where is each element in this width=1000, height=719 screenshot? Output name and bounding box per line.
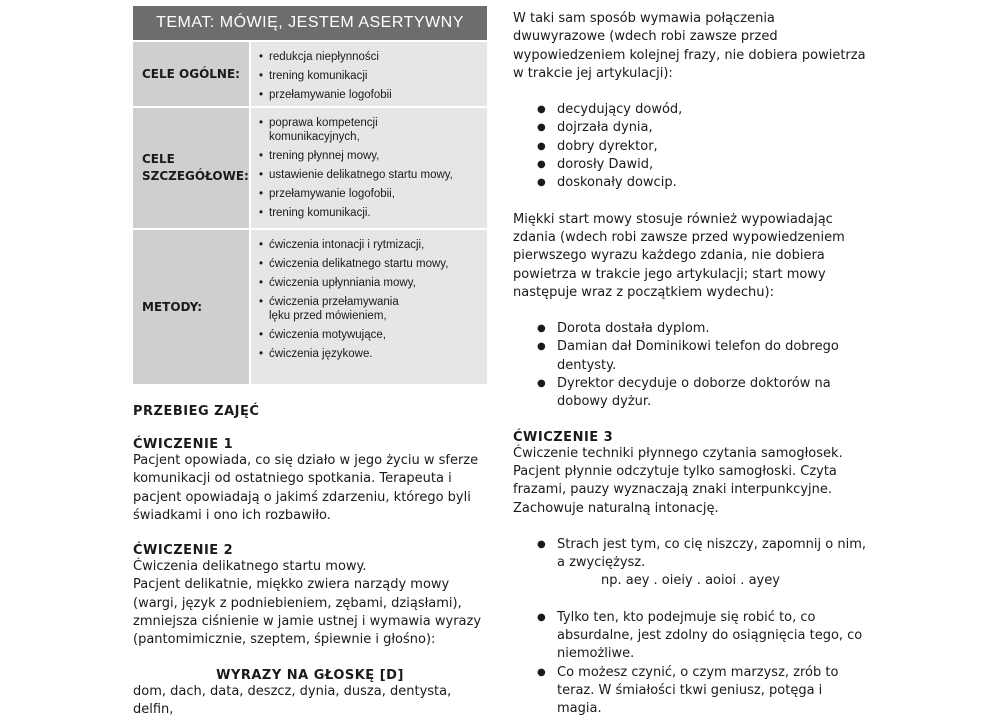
- list-item: • ćwiczenia motywujące,: [259, 328, 487, 342]
- list-item: • trening płynnej mowy,: [259, 149, 487, 163]
- list-item: • ćwiczenia delikatnego startu mowy,: [259, 257, 487, 271]
- list-item: ● decydujący dowód,: [537, 101, 869, 119]
- words-list: dom, dach, data, deszcz, dynia, dusza, dentysta, delfin,: [133, 683, 452, 717]
- list-item: • ćwiczenia intonacji i rytmizacji,: [259, 238, 487, 252]
- exercise-3-title: ĆWICZENIE 3: [513, 429, 614, 445]
- sentences-list: [513, 320, 869, 411]
- list-item: • ćwiczenia językowe.: [259, 347, 487, 361]
- list-item: ● Damian dał Dominikowi telefon do dobrego dentysty.: [537, 338, 869, 375]
- list-item: ● dobry dyrektor,: [537, 138, 869, 156]
- list-item: • przełamywanie logofobii,: [259, 187, 487, 201]
- topic-header: TEMAT: MÓWIĘ, JESTEM ASERTYWNY: [133, 6, 487, 40]
- quote-item: ● Tylko ten, kto podejmuje się robić to, co absurdalne, jest zdolny do osiągnięcia tego, co niemożliwe.: [537, 609, 869, 664]
- list-item: ● Dorota dostała dyplom.: [537, 320, 869, 338]
- list-item: • trening komunikacji: [259, 69, 487, 83]
- exercise-1-text: Pacjent opowiada, co się działo w jego życiu w sferze komunikacji od ostatniego spotkania. Terapeuta i pacjent opowiadają o jakimś zdarzeniu, którego byli świadkami i ono ich rozbawiło.: [133, 453, 479, 523]
- list-item: ● doskonały dowcip.: [537, 174, 869, 192]
- row-label: CELE SZCZEGÓŁOWE:: [133, 108, 251, 228]
- exercise-2-text: Pacjent delikatnie, miękko zwiera narządy mowy (wargi, język z podniebieniem, zębami, dziąsłami), zmniejsza ciśnienie w jamie ustnej i wymawia wyrazy (pantomimicznie, szeptem, śpiewnie i głośno):: [133, 577, 482, 648]
- row-label: CELE OGÓLNE:: [133, 42, 251, 106]
- list-item: ● Dyrektor decyduje o doborze doktorów na dobowy dyżur.: [537, 375, 869, 412]
- vowel-example: np. aey . oieiy . aoioi . ayey: [601, 573, 780, 589]
- left-column: [133, 6, 487, 719]
- list-item: • trening komunikacji.: [259, 206, 487, 220]
- quotes-list: [513, 536, 869, 573]
- list-item: • przełamywanie logofobii: [259, 88, 487, 102]
- phrases-list: [513, 101, 869, 192]
- row-content: [251, 230, 487, 384]
- exercise-3-text: Ćwiczenie techniki płynnego czytania samogłosek. Pacjent płynnie odczytuje tylko samogłoski. Czyta frazami, pauzy wyznaczają znaki interpunkcyjne. Zachowuje naturalną intonację.: [513, 445, 843, 516]
- list-item: • ustawienie delikatnego startu mowy,: [259, 168, 487, 182]
- row-content: [251, 42, 487, 106]
- exercise-2-title: ĆWICZENIE 2: [133, 543, 234, 559]
- table-row-general-goals: [133, 40, 487, 106]
- list-item: ● dorosły Dawid,: [537, 156, 869, 174]
- exercise-1-title: ĆWICZENIE 1: [133, 437, 234, 452]
- row-label: METODY:: [133, 230, 251, 384]
- words-heading: WYRAZY NA GŁOSKĘ [D]: [216, 667, 404, 683]
- soft-start-text: Miękki start mowy stosuje również wypowiadając zdania (wdech robi zawsze przed wypowiedzeniem pierwszego wyrazu każdego zdania, nie dobiera powietrza w trakcie jego artykulacji; start mowy następuje wraz z początkiem wydechu):: [513, 211, 845, 300]
- list-item: ● dojrzała dynia,: [537, 119, 869, 137]
- quotes-list: [513, 609, 869, 719]
- course-title: PRZEBIEG ZAJĘĆ: [133, 404, 260, 419]
- quote-item: ● Strach jest tym, co cię niszczy, zapomnij o nim, a zwyciężysz.: [537, 536, 869, 573]
- phrases-intro: W taki sam sposób wymawia połączenia dwuwyrazowe (wdech robi zawsze przed wypowiedzeniem kolejnej frazy, nie dobiera powietrza w trakcie jej artykulacji):: [513, 11, 866, 81]
- list-item: • ćwiczenia przełamywania lęku przed mówieniem,: [259, 295, 487, 323]
- right-column: [513, 10, 869, 719]
- list-item: • poprawa kompetencji komunikacyjnych,: [259, 116, 487, 144]
- quote-item: ● Co możesz czynić, o czym marzysz, zrób to teraz. W śmiałości tkwi geniusz, potęga i magia.: [537, 664, 869, 719]
- exercise-2-intro: Ćwiczenia delikatnego startu mowy.: [133, 559, 367, 575]
- table-row-specific-goals: [133, 106, 487, 228]
- row-content: [251, 108, 487, 228]
- list-item: • ćwiczenia upłynniania mowy,: [259, 276, 487, 290]
- table-row-methods: [133, 228, 487, 384]
- list-item: • redukcja niepłynności: [259, 50, 487, 64]
